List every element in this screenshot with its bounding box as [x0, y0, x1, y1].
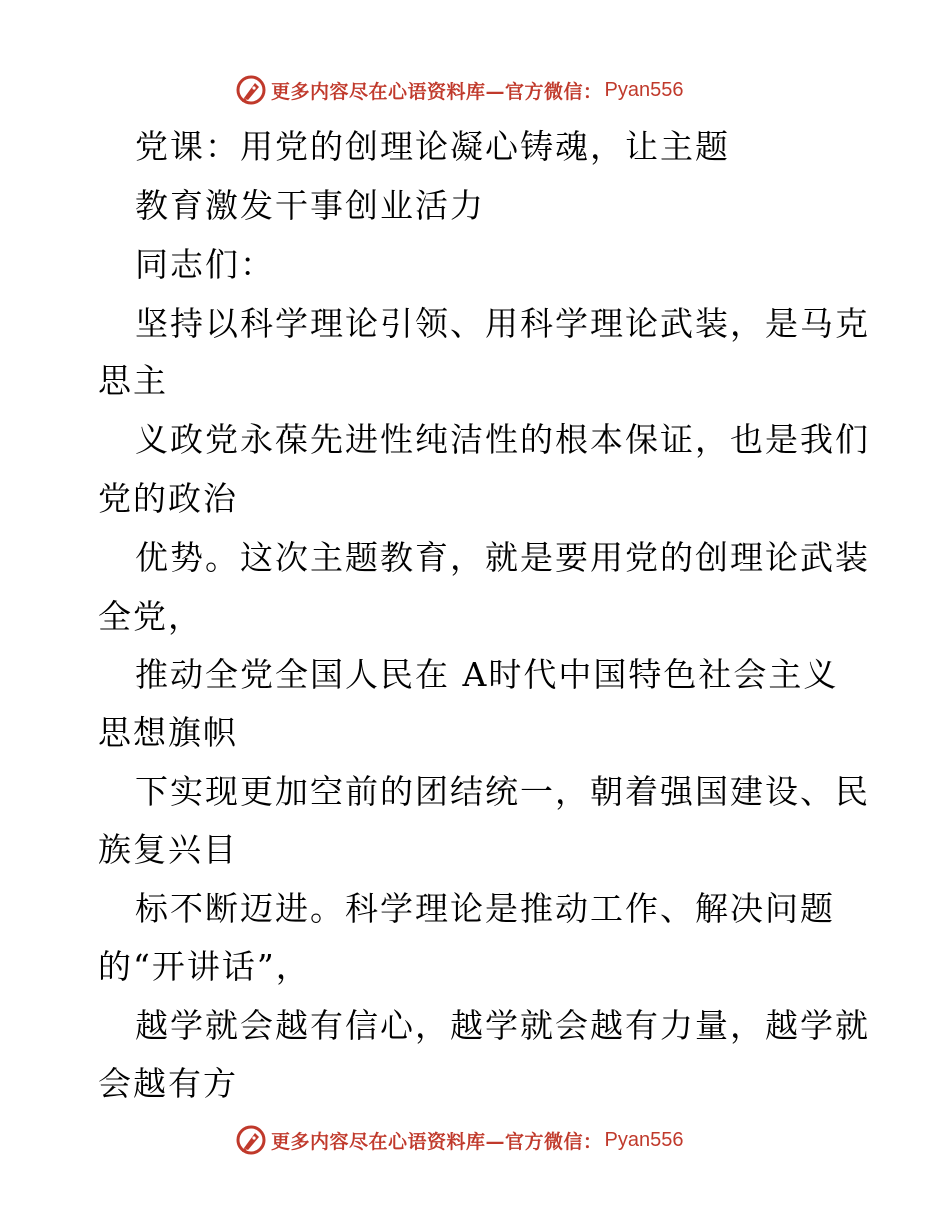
pen-nib-icon: [235, 1124, 267, 1156]
watermark-text: 更多内容尽在心语资料库—官方微信：: [271, 1130, 603, 1153]
text-line: 思主: [98, 361, 168, 400]
text-line: 优势。这次主题教育，就是要用党的创理论武装: [135, 538, 870, 577]
text-line: 标不断迈进。科学理论是推动工作、解决问题: [135, 889, 835, 928]
watermark-text: 更多内容尽在心语资料库—官方微信：: [271, 80, 603, 103]
text-line: 党的政治: [98, 479, 238, 518]
text-line: 越学就会越有信心，越学就会越有力量，越学就: [135, 1006, 870, 1045]
text-line: 会越有方: [98, 1064, 238, 1103]
header-watermark: [235, 73, 683, 107]
text-line: 推动全党全国人民在 A时代中国特色社会主义: [135, 655, 839, 694]
title-line-1: 党课：用党的创理论凝心铸魂，让主题: [135, 127, 730, 166]
text-line: 坚持以科学理论引领、用科学理论武装，是马克: [135, 304, 870, 343]
text-line: 族复兴目: [98, 830, 238, 869]
watermark-id: Pyan556: [604, 1128, 684, 1151]
text-line: 下实现更加空前的团结统一，朝着强国建设、民: [135, 772, 870, 811]
footer-watermark: [235, 1123, 683, 1157]
text-line: 思想旗帜: [98, 713, 238, 752]
text-line: 全党，: [98, 597, 203, 636]
text-line: 的“开讲话”，: [98, 947, 311, 986]
title-line-2: 教育激发干事创业活力: [135, 186, 485, 225]
pen-nib-icon: [235, 74, 267, 106]
watermark-id: Pyan556: [604, 78, 684, 101]
salutation: 同志们：: [135, 245, 275, 284]
text-line: 义政党永葆先进性纯洁性的根本保证，也是我们: [135, 420, 870, 459]
